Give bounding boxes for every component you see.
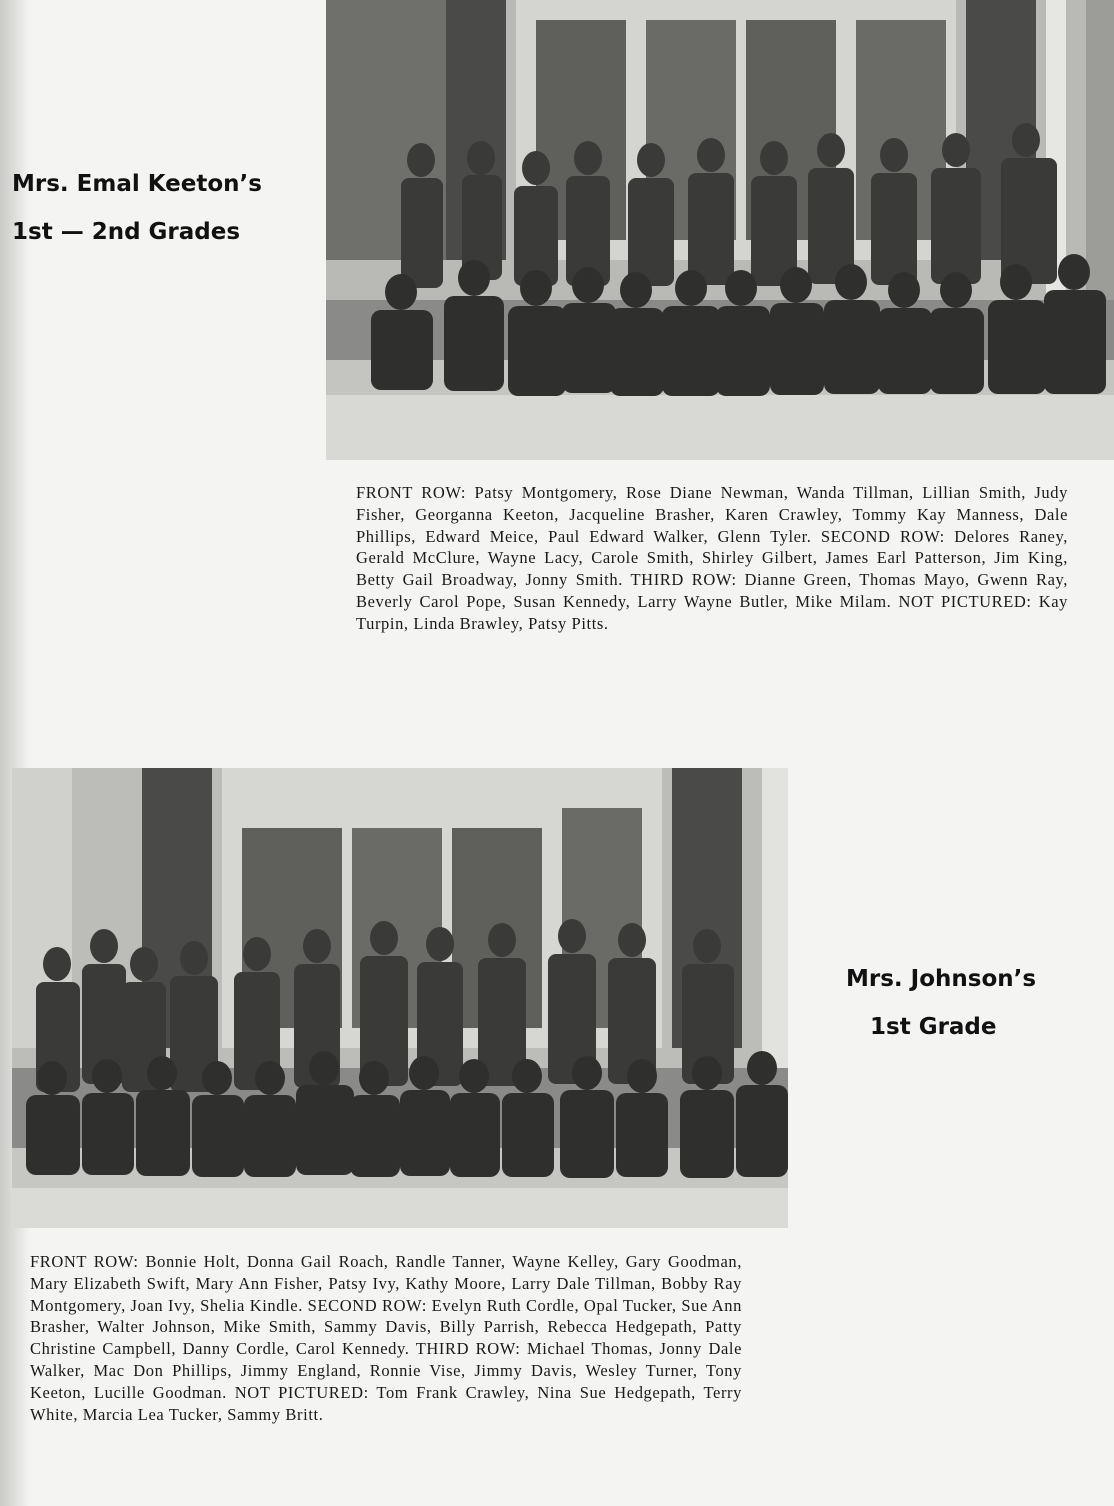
class-title-johnson [846,955,1036,1051]
class-title-keeton [12,160,262,256]
class-photo-johnson [12,768,788,1228]
class-title-grades: 1st — 2nd Grades [12,219,241,245]
class-title-teacher: Mrs. Johnson’s [846,966,1037,992]
class-title-grades: 1st Grade [870,1014,997,1040]
class-caption-johnson: FRONT ROW: Bonnie Holt, Donna Gail Roach, Randle Tanner, Wayne Kelley, Gary Goodman, Mary Elizabeth Swift, Mary Ann Fisher, Patsy Ivy, Kathy Moore, Larry Dale Tillman, Bobby Ray Montgomery, Joan Ivy, Shelia Kindle. SECOND ROW: Evelyn Ruth Cordle, Opal Tucker, Sue Ann Brasher, Walter Johnson, Mike Smith, Sammy Davis, Billy Parrish, Rebecca Hedgepath, Patty Christine Campbell, Danny Cordle, Carol Kennedy. THIRD ROW: Michael Thomas, Jonny Dale Walker, Mac Don Phillips, Jimmy England, Ronnie Vise, Jimmy Davis, Wesley Turner, Tony Keeton, Lucille Goodman. NOT PICTURED: Tom Frank Crawley, Nina Sue Hedgepath, Terry White, Marcia Lea Tucker, Sammy Britt. [30,1252,742,1424]
class-caption-keeton: FRONT ROW: Patsy Montgomery, Rose Diane Newman, Wanda Tillman, Lillian Smith, Judy Fisher, Georganna Keeton, Jacqueline Brasher, Karen Crawley, Tommy Kay Manness, Dale Phillips, Edward Meice, Paul Edward Walker, Glenn Tyler. SECOND ROW: Delores Raney, Gerald McClure, Wayne Lacy, Carole Smith, Shirley Gilbert, James Earl Patterson, Jim King, Betty Gail Broadway, Jonny Smith. THIRD ROW: Dianne Green, Thomas Mayo, Gwenn Ray, Beverly Carol Pope, Susan Kennedy, Larry Wayne Butler, Mike Milam. NOT PICTURED: Kay Turpin, Linda Brawley, Patsy Pitts. [356,483,1068,633]
class-photo-keeton [326,0,1114,460]
class-title-teacher: Mrs. Emal Keeton’s [12,171,262,197]
